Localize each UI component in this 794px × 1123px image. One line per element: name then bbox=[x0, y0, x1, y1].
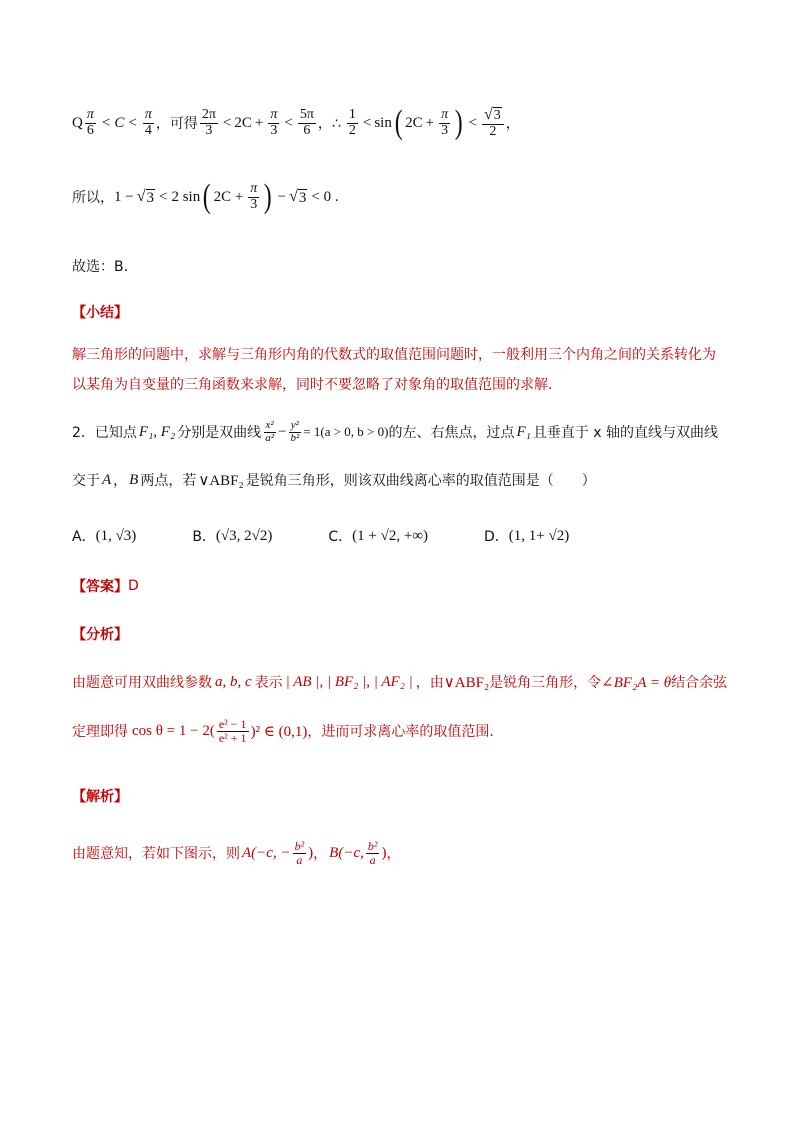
sqrt-3: √ 3 bbox=[136, 188, 154, 206]
summary-text: 解三角形的问题中，求解与三角形内角的代数式的取值范围问题时，一般利用三个内角之间的关系转化为以某角为自变量的三角函数来求解，同时不要忽略了对象角的取值范围的求解. bbox=[72, 347, 716, 393]
answer-label: 【答案】 bbox=[72, 579, 128, 595]
options-row bbox=[72, 526, 625, 546]
fraction-pi-over-3-b: $\frac{\pi}{3}$ bbox=[441, 106, 449, 138]
solution-line-1: 由题意知，若如下图示，则 A(−c, − $\frac{\text{b²}}{a}$ ) ， B(−c, $\frac{\text{b²}}{a}$ ) ， bbox=[72, 839, 401, 867]
analysis-line-2: 定理即得 cos θ = 1 − 2( $\frac{\text{e² − 1}}{\text{e² + 1}}$ )² ∈ (0,1) ，进而可求离心率的取值范围. bbox=[72, 717, 494, 745]
because-symbol: Q bbox=[72, 114, 83, 131]
inequality-line-1: Q $\frac{\pi}{6}$ < C < $\frac{\pi}{4}$ ，可得 $\frac{2\pi}{3}$ < 2C + $\frac{\pi}{3}$ < $\frac{5\pi}{6}$ ，∴ $\frac{1}{2}$ < sin ( 2C + $\frac{\pi}{3}$ ) < √ 3 2 ， bbox=[72, 104, 520, 141]
fraction-5pi-over-6: $\frac{5\pi}{6}$ bbox=[299, 106, 314, 138]
inequality-line-2: 所以， 1 − √ 3 < 2 sin ( 2C + $\frac{\pi}{3}$ ) − √ 3 < 0 . bbox=[72, 178, 339, 215]
sqrt-3-b: √ 3 bbox=[289, 188, 307, 206]
fraction-sqrt3-over-2: √ 3 2 bbox=[482, 107, 504, 139]
option-d[interactable]: D． (1, 1+ √2) bbox=[484, 527, 570, 545]
fraction-x2-a2: $\frac{\text{x²}}{\text{a²}}$ bbox=[265, 419, 274, 444]
analysis-line-1: 由题意可用双曲线参数 a, b, c 表示 | AB |, | BF₂ |, | AF₂ | ，由 ∨ABF₂ 是锐角三角形，令 ∠BF₂A = θ 结合余弦 bbox=[72, 673, 728, 691]
fraction-b2-a: $\frac{\text{b²}}{a}$ bbox=[294, 839, 305, 867]
option-a[interactable]: A． (1, √3) bbox=[72, 527, 137, 545]
fraction-2pi-over-3: $\frac{2\pi}{3}$ bbox=[201, 106, 216, 138]
choose-answer: 故选：B. bbox=[72, 259, 129, 275]
fraction-pi-over-3: $\frac{\pi}{3}$ bbox=[270, 106, 278, 138]
option-c[interactable]: C． (1 + √2, +∞) bbox=[328, 527, 429, 545]
solution-label: 【解析】 bbox=[72, 789, 128, 805]
analysis-label: 【分析】 bbox=[72, 627, 128, 643]
fraction-pi-over-4: $\frac{\pi}{4}$ bbox=[144, 106, 152, 138]
fraction-y2-b2: $\frac{\text{y²}}{\text{b²}}$ bbox=[290, 419, 300, 444]
answer-row bbox=[72, 576, 139, 596]
fraction-b2-a-2: $\frac{\text{b²}}{a}$ bbox=[367, 839, 378, 867]
question-2-line-2: 交于 A ， B 两点，若 ∨ABF₂ 是锐角三角形，则该双曲线离心率的取值范围是（ ） bbox=[72, 471, 596, 489]
fraction-1-over-2: $\frac{1}{2}$ bbox=[348, 106, 356, 138]
fraction-pi-over-3-line2: $\frac{\pi}{3}$ bbox=[250, 180, 258, 212]
answer-value: D bbox=[128, 578, 139, 594]
fraction-e2: $\frac{\text{e² − 1}}{\text{e² + 1}}$ bbox=[218, 717, 247, 745]
fraction-pi-over-6: $\frac{\pi}{6}$ bbox=[86, 106, 94, 138]
summary-label: 【小结】 bbox=[72, 305, 128, 321]
option-b[interactable]: B． (√3, 2√2) bbox=[192, 527, 273, 545]
question-2-line-1: 2．已知点 F₁, F₂ 分别是双曲线 $\frac{\text{x²}}{\text{a²}}$ − $\frac{\text{y²}}{\text{b²}}$ = 1(a > 0, b > 0) 的左、右焦点，过点 F₁ 且垂直于 x 轴的直线与双曲线 bbox=[72, 419, 719, 444]
